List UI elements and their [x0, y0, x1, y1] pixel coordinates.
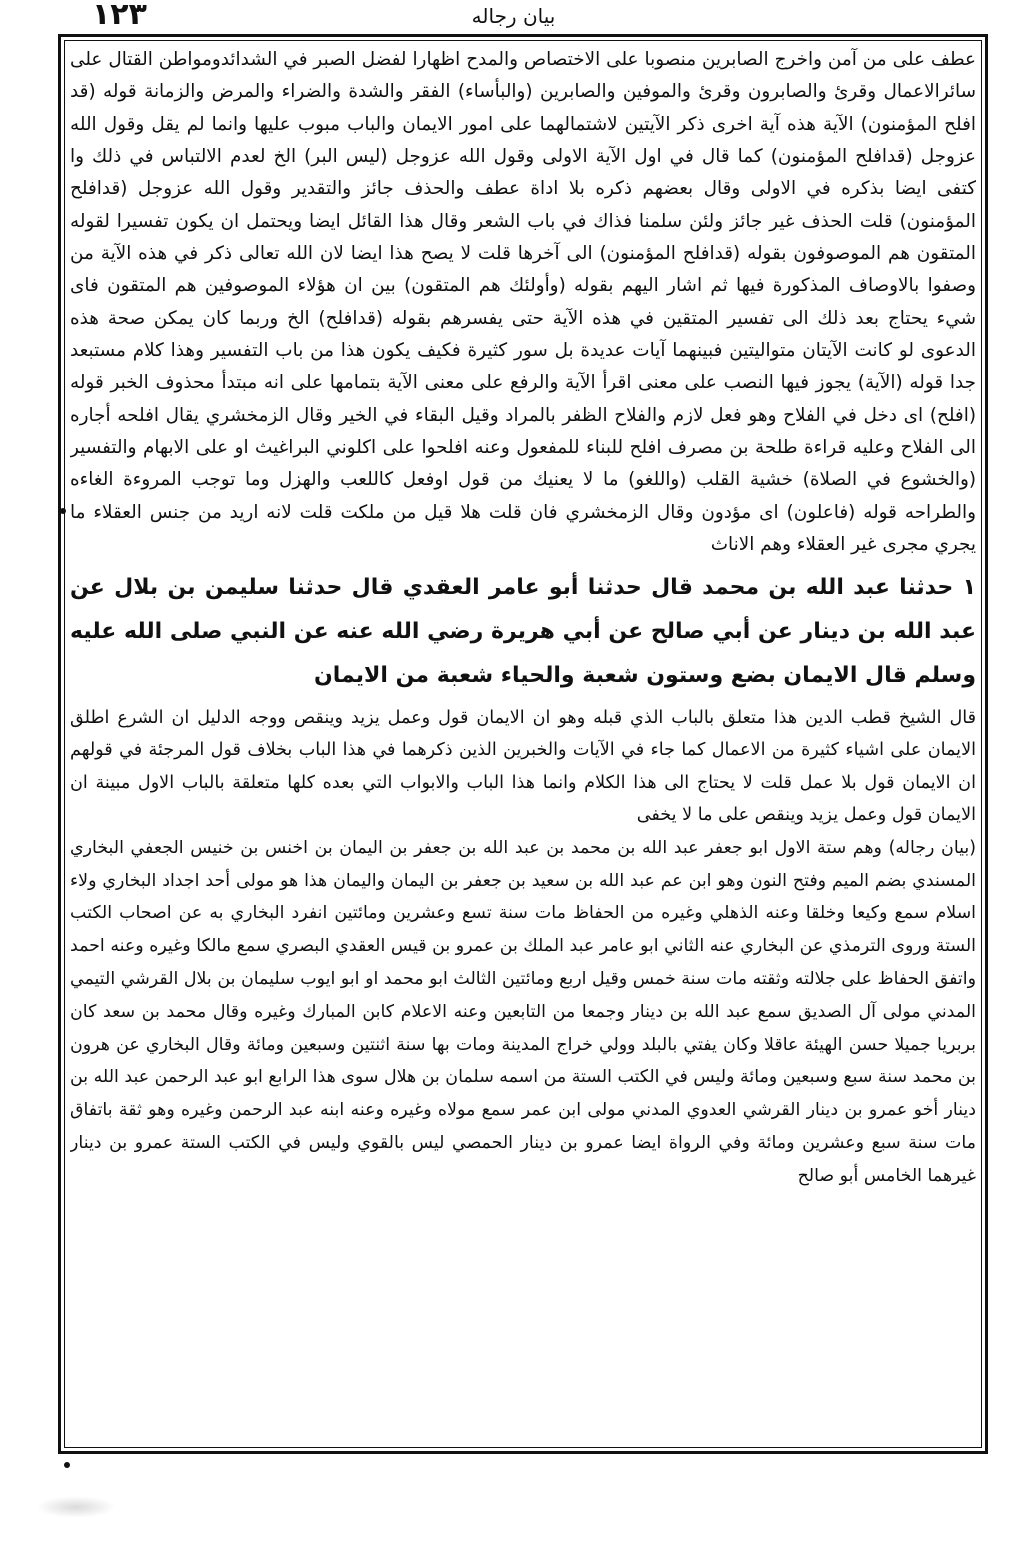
qutb-paragraph: قال الشيخ قطب الدين هذا متعلق بالباب الذي قبله وهو ان الايمان قول وعمل يزيد وينقص ووجه الدليل ان الشرع اطلق الايمان على اشياء كثيرة من الاعمال كما جاء في الآيات والخبرين الذين ذكرهما في هذا الباب بخلاف قول المرجئة في قولهم ان الايمان قول بلا عمل قلت لا يحتاج الى هذا الكلام وانما هذا الباب والابواب التي بعده كلها متعلقة بالباب الاول مبينة ان الايمان قول وعمل يزيد وينقص على ما لا يخفى [70, 707, 976, 826]
ink-smudge [36, 1496, 116, 1518]
narrators-paragraph: (بيان رجاله) وهم ستة الاول ابو جعفر عبد الله بن محمد بن عبد الله بن جعفر بن اليمان بن اخنس بن خنيس الجعفي البخاري المسندي بضم الميم وفتح النون وهو ابن عم عبد الله بن سعيد بن جعفر بن اليمان واليمان هذا هو مولى أحد اجداد البخاري ولاء اسلام سمع وكيعا وخلقا وعنه الذهلي وغيره من الحفاظ مات سنة تسع وعشرين ومائتين انفرد البخاري به عن اصحاب الكتب الستة وروى الترمذي عن البخاري عنه الثاني ابو عامر عبد الملك بن عمرو بن قيس العقدي البصري سمع مالكا وغيره وعنه احمد واتفق الحفاظ على جلالته وثقته مات سنة خمس وقيل اربع ومائتين الثالث ابو محمد او ابو ايوب سليمان بن بلال القرشي التيمي المدني مولى آل الصديق سمع عبد الله بن دينار وجمعا من التابعين وعنه الاعلام كابن المبارك وغيره وقال محمد بن سعد كان بربريا جميلا حسن الهيئة عاقلا وكان يفتي بالبلد وولي خراج المدينة ومات بها سنة اثنتين وسبعين ومائة وقال البخاري عن هرون بن محمد سنة سبع وسبعين ومائة وليس في الكتب الستة من اسمه سلمان بن هلال سوى هذا الرابع ابو عبد الرحمن عبد الله بن دينار أخو عمرو بن دينار القرشي العدوي المدني مولى ابن عمر سمع مولاه وغيره وعنه ابنه عبد الرحمن وغيره وهو ثقة باتفاق مات سنة سبع وعشرين ومائة وفي الرواة ايضا عمرو بن دينار الحمصي ليس بالقوي وليس في الكتب الستة عمرو بن دينار غيرهما الخامس أبو صالح [70, 837, 976, 1186]
main-text-block [70, 44, 976, 1442]
margin-dot [64, 1462, 70, 1468]
running-head: بيان رجاله [471, 4, 556, 28]
hadith-number: ١ [962, 574, 976, 600]
hadith-text: حدثنا عبد الله بن محمد قال حدثنا أبو عامر العقدي قال حدثنا سليمن بن بلال عن عبد الله بن دينار عن أبي صالح عن أبي هريرة رضي الله عنه عن النبي صلى الله عليه وسلم قال الايمان بضع وستون شعبة والحياء شعبة من الايمان [70, 574, 976, 688]
hadith-paragraph [70, 566, 976, 698]
page-number: ١٢٣ [92, 0, 147, 32]
commentary-paragraph: عطف على من آمن واخرج الصابرين منصوبا على الاختصاص والمدح اظهارا لفضل الصبر في الشدائدومواطن القتال على سائرالاعمال وقرئ والصابرون وقرئ والموفين والصابرين (والبأساء) الفقر والشدة والضراء والمرض والزمانة قوله (قد افلح المؤمنون) الآية هذه آية اخرى ذكر الآيتين لاشتمالهما على امور الايمان والباب مبوب عليها وانما لم يقل وقول الله عزوجل (قدافلح المؤمنون) كما قال في اول الآية الاولى وقول الله عزوجل (ليس البر) الخ لعدم الالتباس في ذلك وا كتفى ايضا بذكره في الاولى وقال بعضهم ذكره بلا اداة عطف والحذف جائز والتقدير وقول الله عزوجل (قدافلح المؤمنون) قلت الحذف غير جائز ولئن سلمنا فذاك في باب الشعر وقال هذا القائل ايضا ويحتمل ان يكون تفسيرا لقوله المتقون هم الموصوفون بقوله (قدافلح المؤمنون) الى آخرها قلت لا يصح هذا ايضا لان الله تعالى ذكر في هذه الآية من وصفوا بالاوصاف المذكورة فيها ثم اشار اليهم بقوله (وأولئك هم المتقون) بين ان هؤلاء الموصوفين هم المتقون فاى شيء يحتاج بعد ذلك الى تفسير المتقين في هذه الآية حتى يفسرهم بقوله (قدافلح) الخ وربما كان يمكن صحة هذه الدعوى لو كانت الآيتان متواليتين فبينهما آيات عديدة بل سور كثيرة فكيف يكون هذا من باب التفسير وهذا كلام مستبعد جدا قوله (الآية) يجوز فيها النصب على معنى اقرأ الآية والرفع على معنى الآية بتمامها على انه مبتدأ محذوف الخبر قوله (افلح) اى دخل في الفلاح وهو فعل لازم والفلاح الظفر بالمراد وقيل البقاء في الخير وقال الزمخشري يقال افلحه أجاره الى الفلاح وعليه قراءة طلحة بن مصرف افلح للبناء للمفعول وعنه افلحوا على اكلوني البراغيث او على الابهام والتفسير (والخشوع في الصلاة) خشية القلب (واللغو) ما لا يعنيك من قول اوفعل كاللعب والهزل وما توجب المروءة الغاءه والطراحه قوله (فاعلون) اى مؤدون وقال الزمخشري فان قلت هلا قيل من ملكت قلت لانه اريد من جنس العقلاء ما يجري مجرى غير العقلاء وهم الاناث [70, 49, 976, 556]
margin-dot [60, 508, 66, 514]
